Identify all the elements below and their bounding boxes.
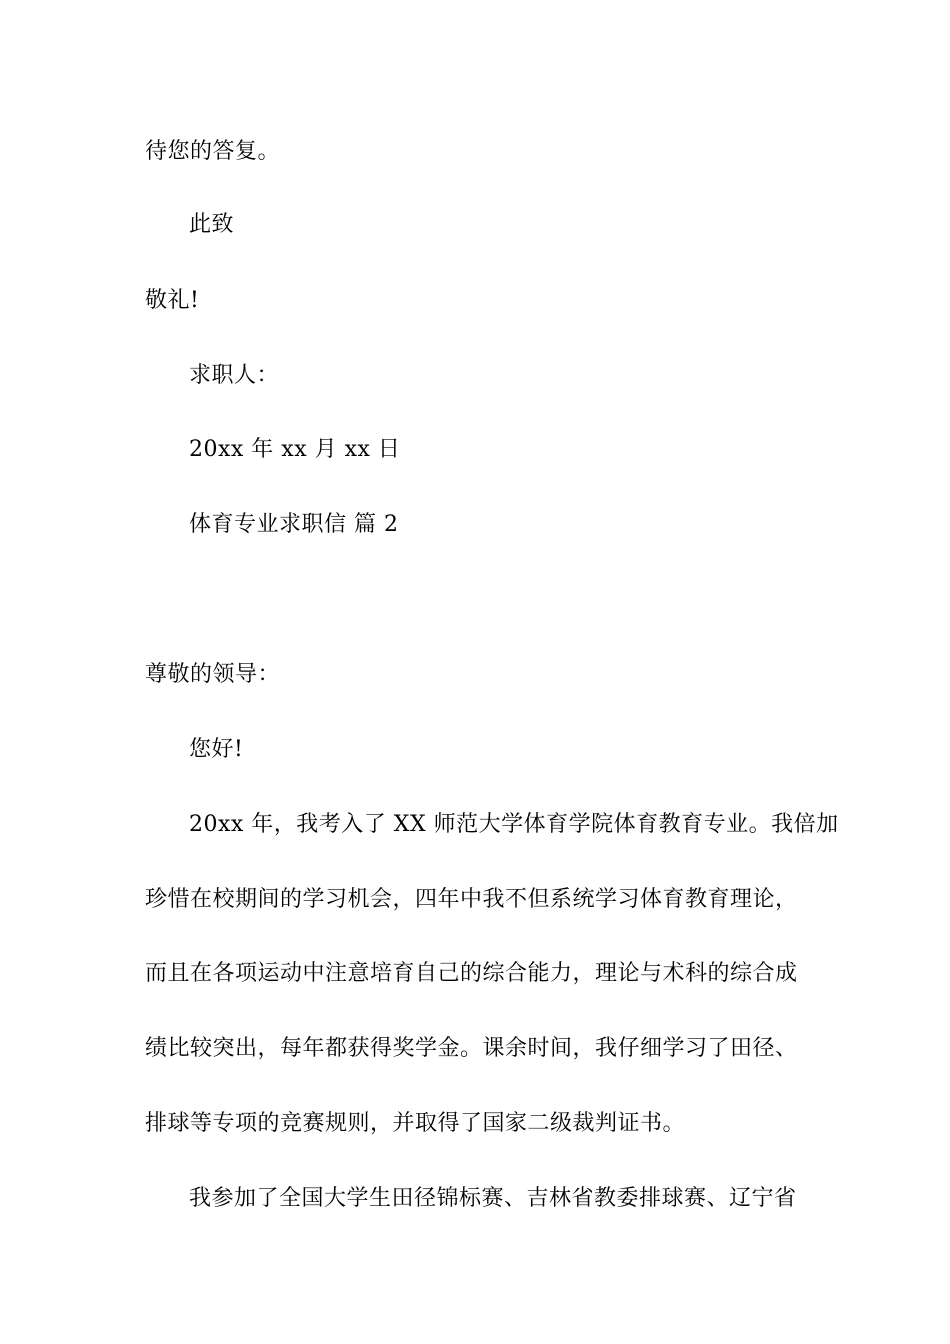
salutation-cizhi: 此致 (189, 212, 235, 237)
paragraph-line: 而且在各项运动中注意培育自己的综合能力，理论与术科的综合成 (145, 961, 798, 986)
paragraph-line: 我参加了全国大学生田径锦标赛、吉林省教委排球赛、辽宁省 (189, 1186, 797, 1211)
applicant-label: 求职人： (189, 363, 280, 388)
closing-line: 待您的答复。 (145, 139, 281, 164)
paragraph-line: 绩比较突出，每年都获得奖学金。课余时间，我仔细学习了田径、 (145, 1036, 798, 1061)
section-heading: 体育专业求职信 篇 2 (189, 512, 399, 537)
salutation-jingli: 敬礼! (145, 288, 200, 313)
paragraph-line: 20xx 年，我考入了 XX 师范大学体育学院体育教育专业。我倍加 (189, 812, 839, 837)
greeting-hello: 您好! (189, 737, 244, 762)
paragraph-line: 排球等专项的竞赛规则，并取得了国家二级裁判证书。 (145, 1111, 686, 1136)
paragraph-line: 珍惜在校期间的学习机会，四年中我不但系统学习体育教育理论， (145, 887, 798, 912)
date-line: 20xx 年 xx 月 xx 日 (189, 437, 401, 462)
greeting-recipient: 尊敬的领导： (145, 662, 281, 687)
